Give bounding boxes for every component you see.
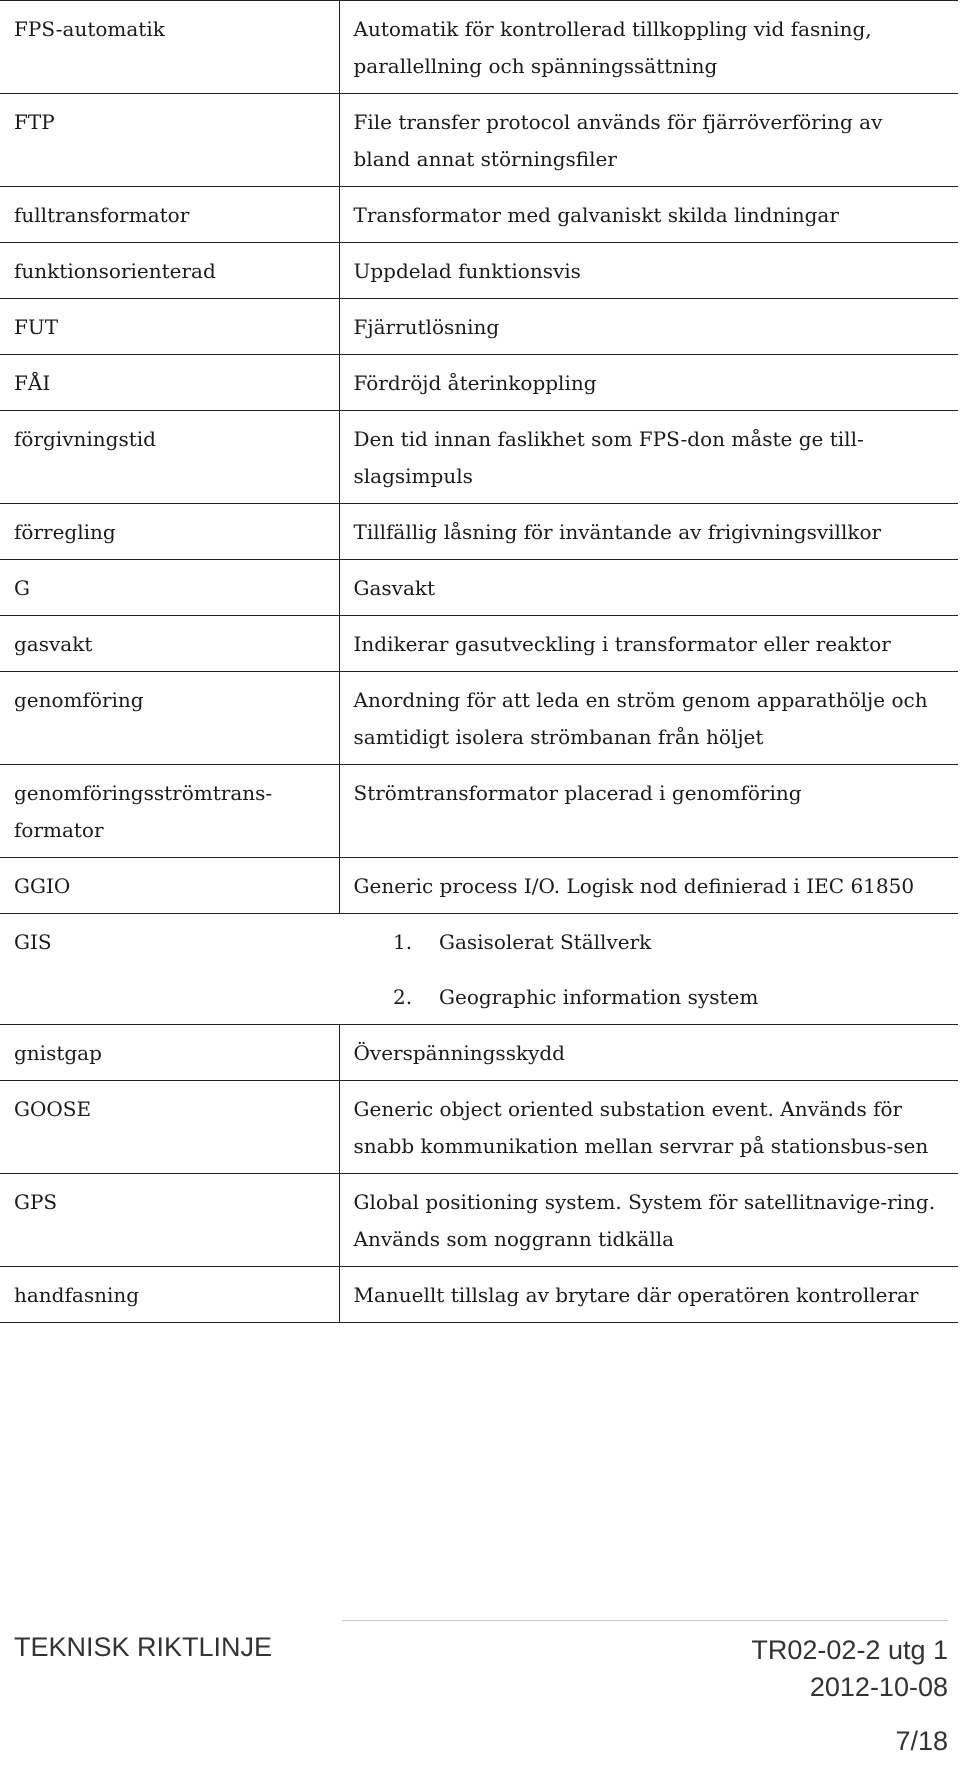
glossary-definition: Generic process I/O. Logisk nod definierad i IEC 61850 bbox=[339, 858, 958, 914]
glossary-term: fulltransformator bbox=[0, 187, 339, 243]
glossary-row bbox=[0, 299, 958, 355]
glossary-definition: File transfer protocol används för fjärröverföring av bland annat störningsfiler bbox=[339, 94, 958, 187]
glossary-row bbox=[0, 858, 958, 914]
footer-document-info bbox=[751, 1632, 948, 1706]
glossary-row bbox=[0, 616, 958, 672]
glossary-term: gnistgap bbox=[0, 1025, 339, 1081]
glossary-row bbox=[0, 243, 958, 299]
glossary-row bbox=[0, 914, 958, 970]
glossary-definition: Anordning för att leda en ström genom apparathölje och samtidigt isolera strömbanan från höljet bbox=[339, 672, 958, 765]
glossary-term: genomföring bbox=[0, 672, 339, 765]
glossary-term: FUT bbox=[0, 299, 339, 355]
glossary-row bbox=[0, 504, 958, 560]
glossary-definition: Överspänningsskydd bbox=[339, 1025, 958, 1081]
glossary-term: gasvakt bbox=[0, 616, 339, 672]
glossary-definition: Uppdelad funktionsvis bbox=[339, 243, 958, 299]
footer-doc-id: TR02-02-2 utg 1 bbox=[751, 1635, 948, 1665]
glossary-definition: Generic object oriented substation event. Används för snabb kommunikation mellan servrar på stationsbus-sen bbox=[339, 1081, 958, 1174]
glossary-term: handfasning bbox=[0, 1267, 339, 1323]
page-number: 7/18 bbox=[895, 1726, 948, 1756]
glossary-term: förgivningstid bbox=[0, 411, 339, 504]
list-text: Geographic information system bbox=[439, 985, 759, 1009]
glossary-term: genomföringsströmtrans-formator bbox=[0, 765, 339, 858]
glossary-definition: Automatik för kontrollerad tillkoppling vid fasning, parallellning och spänningssättning bbox=[339, 1, 958, 94]
glossary-row bbox=[0, 672, 958, 765]
glossary-definition bbox=[339, 914, 958, 970]
glossary-term: GGIO bbox=[0, 858, 339, 914]
glossary-term: FPS-automatik bbox=[0, 1, 339, 94]
glossary-definition: Global positioning system. System för satellitnavige-ring. Används som noggrann tidkälla bbox=[339, 1174, 958, 1267]
glossary-term: funktionsorienterad bbox=[0, 243, 339, 299]
glossary-definition: Manuellt tillslag av brytare där operatören kontrollerar bbox=[339, 1267, 958, 1323]
list-number: 1. bbox=[393, 930, 413, 954]
glossary-definition: Indikerar gasutveckling i transformator eller reaktor bbox=[339, 616, 958, 672]
footer-date: 2012-10-08 bbox=[809, 1672, 948, 1702]
glossary-row bbox=[0, 560, 958, 616]
glossary-term: GPS bbox=[0, 1174, 339, 1267]
list-number: 2. bbox=[393, 985, 413, 1009]
list-text: Gasisolerat Ställverk bbox=[439, 930, 652, 954]
glossary-term: GIS bbox=[0, 914, 339, 970]
glossary-definition: Strömtransformator placerad i genomföring bbox=[339, 765, 958, 858]
glossary-row bbox=[0, 1174, 958, 1267]
glossary-row bbox=[0, 1081, 958, 1174]
glossary-term: G bbox=[0, 560, 339, 616]
glossary-term: FÅI bbox=[0, 355, 339, 411]
glossary-definition bbox=[339, 969, 958, 1025]
glossary-row bbox=[0, 355, 958, 411]
glossary-definition: Fjärrutlösning bbox=[339, 299, 958, 355]
glossary-term: förregling bbox=[0, 504, 339, 560]
footer-document-type: TEKNISK RIKTLINJE bbox=[14, 1632, 273, 1662]
glossary-term: GOOSE bbox=[0, 1081, 339, 1174]
glossary-row bbox=[0, 1, 958, 94]
glossary-row bbox=[0, 94, 958, 187]
glossary-definition: Tillfällig låsning för inväntande av frigivningsvillkor bbox=[339, 504, 958, 560]
glossary-definition: Transformator med galvaniskt skilda lindningar bbox=[339, 187, 958, 243]
footer-rule bbox=[342, 1620, 948, 1621]
glossary-row bbox=[0, 969, 958, 1025]
glossary-row bbox=[0, 1267, 958, 1323]
glossary-row bbox=[0, 765, 958, 858]
glossary-row bbox=[0, 187, 958, 243]
glossary-term bbox=[0, 969, 339, 1025]
glossary-definition: Fördröjd återinkoppling bbox=[339, 355, 958, 411]
glossary-definition: Den tid innan faslikhet som FPS-don måste ge till-slagsimpuls bbox=[339, 411, 958, 504]
glossary-term: FTP bbox=[0, 94, 339, 187]
glossary-row bbox=[0, 1025, 958, 1081]
glossary-definition: Gasvakt bbox=[339, 560, 958, 616]
glossary-row bbox=[0, 411, 958, 504]
